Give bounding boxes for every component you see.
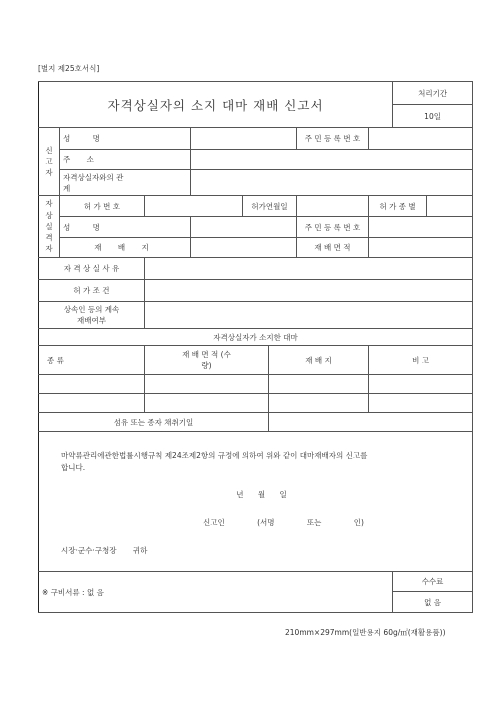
lost-person-group-label: 자상 실 격자 [39, 196, 60, 258]
license-condition-field[interactable] [145, 280, 473, 302]
form-number-label: [별지 제25호서식] [38, 64, 100, 73]
fee-label: 수수료 [393, 572, 473, 592]
reporter-rrn-field[interactable] [369, 128, 473, 150]
reporter-relation-label: 자격상실자와의 관 계 [60, 170, 191, 196]
report-form-table [38, 81, 473, 613]
holdings-area-cell[interactable] [145, 394, 269, 413]
fiber-seed-harvest-label: 섬유 또는 종자 채취기일 [39, 413, 269, 432]
fee-value: 없 음 [393, 592, 473, 613]
license-type-field[interactable] [427, 196, 473, 217]
holdings-area-cell[interactable] [145, 375, 269, 394]
lost-person-name-field[interactable] [191, 217, 297, 238]
paper-size-footnote: 210mm×297mm(일반용지 60g/㎡(재활용품)) [285, 628, 446, 637]
processing-period-value: 10일 [393, 105, 473, 128]
lost-person-rrn-field[interactable] [369, 217, 473, 238]
reporter-name-field[interactable] [191, 128, 297, 150]
holdings-remark-cell[interactable] [369, 394, 473, 413]
cultivation-place-label: 재 배 지 [60, 238, 191, 258]
loss-reason-label: 자 격 상 실 사 유 [39, 258, 145, 280]
holdings-col-type: 종 류 [39, 346, 145, 375]
declaration-signature-line: 신고인 (서명 또는 인) [203, 517, 364, 527]
license-date-label: 허가연월일 [243, 196, 297, 217]
lost-person-name-label: 성 명 [60, 217, 191, 238]
heir-continuation-label: 상속인 등의 계속 재배여부 [39, 302, 145, 329]
holdings-place-cell[interactable] [269, 375, 369, 394]
license-date-field[interactable] [297, 196, 369, 217]
loss-reason-field[interactable] [145, 258, 473, 280]
holdings-remark-cell[interactable] [369, 375, 473, 394]
cultivation-place-field[interactable] [191, 238, 297, 258]
holdings-type-cell[interactable] [39, 375, 145, 394]
lost-person-rrn-label: 주 민 등 록 번 호 [297, 217, 369, 238]
declaration-block [39, 432, 473, 572]
reporter-rrn-label: 주 민 등 록 번 호 [297, 128, 369, 150]
holdings-header: 자격상실자가 소지한 대마 [39, 329, 473, 346]
license-number-label: 허 가 번 호 [60, 196, 145, 217]
license-type-label: 허 가 종 별 [369, 196, 427, 217]
reporter-group-label: 신 고 자 [39, 128, 60, 196]
reporter-relation-field[interactable] [191, 170, 473, 196]
declaration-date: 년 월 일 [236, 490, 287, 500]
license-condition-label: 허 가 조 건 [39, 280, 145, 302]
reporter-name-label: 성 명 [60, 128, 191, 150]
cultivation-area-field[interactable] [369, 238, 473, 258]
processing-period-label: 처리기간 [393, 82, 473, 105]
declaration-text: 마약류관리에관한법률시행규칙 제24조제2항의 규정에 의하여 위와 같이 대마재배자의 신고를 합니다. [61, 451, 368, 472]
holdings-col-place: 재 배 지 [269, 346, 369, 375]
form-title: 자격상실자의 소지 대마 재배 신고서 [39, 82, 393, 128]
holdings-type-cell[interactable] [39, 394, 145, 413]
holdings-col-area: 재 배 면 적 (수 량) [145, 346, 269, 375]
holdings-place-cell[interactable] [269, 394, 369, 413]
license-number-field[interactable] [145, 196, 243, 217]
reporter-address-label: 주 소 [60, 150, 191, 170]
holdings-col-remark: 비 고 [369, 346, 473, 375]
attachments-note: ※ 구비서류 : 없 음 [39, 572, 393, 613]
cultivation-area-label: 재 배 면 적 [297, 238, 369, 258]
heir-continuation-field[interactable] [145, 302, 473, 329]
fiber-seed-harvest-field[interactable] [269, 413, 473, 432]
reporter-address-field[interactable] [191, 150, 473, 170]
declaration-addressee: 시장·군수·구청장 귀하 [61, 545, 148, 555]
